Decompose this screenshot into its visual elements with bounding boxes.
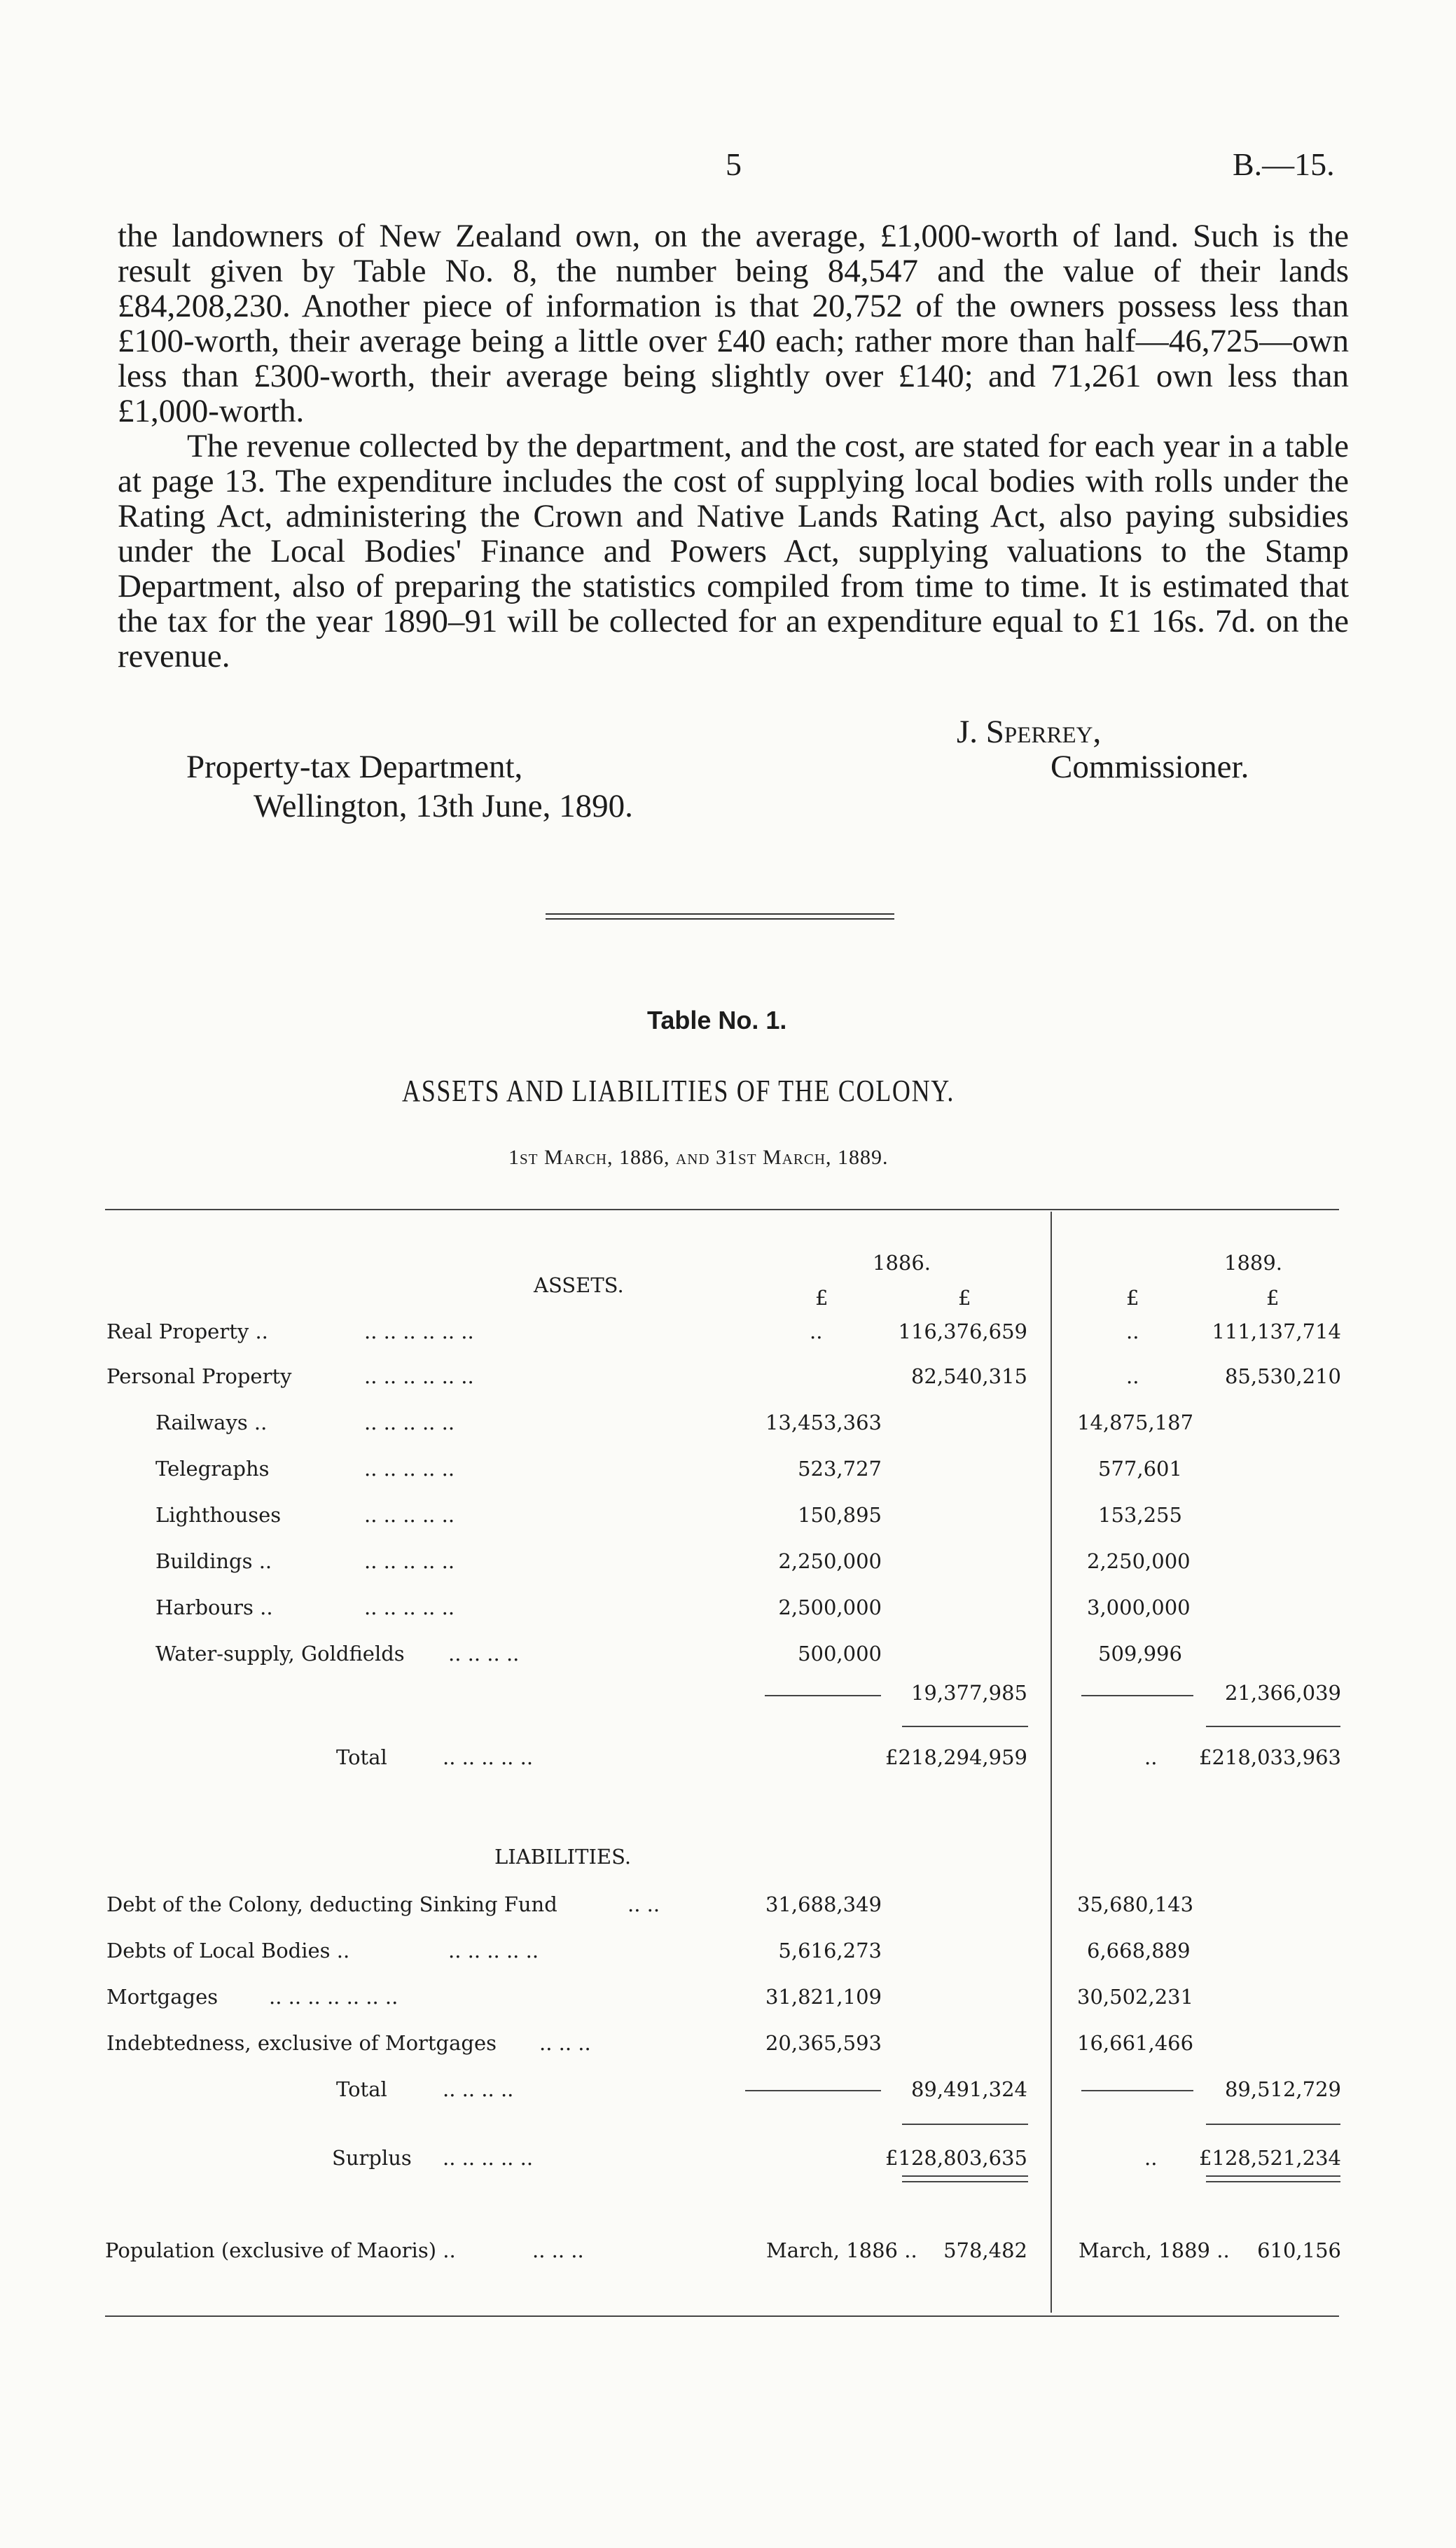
sum-rule [1081,1695,1193,1696]
row-leader: .. .. .. .. .. [364,1411,455,1434]
row-label: Population (exclusive of Maoris) .. [105,2238,456,2262]
row-label: Telegraphs [155,1457,270,1481]
value-1889: 16,661,466 [1077,2031,1194,2055]
row-label: Surplus [332,2146,412,2170]
value-1886: 500,000 [798,1642,882,1666]
sum-rule [1081,2090,1193,2091]
value-1886: 5,616,273 [778,1939,882,1962]
document-reference: B.—15. [1233,146,1335,182]
row-leader: .. .. .. .. .. [448,1939,539,1962]
sum-rule [1206,1726,1340,1727]
dot-leader: .. [1126,1364,1139,1388]
sum-rule [765,1695,881,1696]
row-leader: .. .. .. .. .. .. [364,1364,474,1388]
row-label: Lighthouses [155,1503,282,1527]
value-1886: 2,250,000 [778,1549,882,1573]
assets-heading: ASSETS. [534,1273,624,1297]
signatory-title: Commissioner. [1051,749,1249,785]
value-1889: 577,601 [1098,1457,1182,1481]
population-1889: 610,156 [1257,2238,1341,2262]
sum-rule [902,2124,1028,2125]
value-1889: 85,530,210 [1224,1364,1341,1388]
row-label: Total [336,1745,387,1769]
value-1889: 153,255 [1098,1503,1182,1527]
table-dates: 1st March, 1886, and 31st March, 1889. [508,1146,889,1169]
place-date: Wellington, 13th June, 1890. [254,788,633,824]
pound-sign: £ [815,1286,828,1310]
sum-rule [902,1726,1028,1727]
pound-sign: £ [1266,1286,1280,1310]
value-1889: 89,512,729 [1224,2077,1341,2101]
value-1889: 35,680,143 [1077,1892,1194,1916]
population-1886: 578,482 [943,2238,1027,2262]
double-rule [1206,2175,1340,2177]
row-leader: .. .. [628,1892,660,1916]
row-leader: .. .. .. .. .. [443,2146,534,2170]
value-1889: 2,250,000 [1087,1549,1191,1573]
value-1889: £128,521,234 [1199,2146,1341,2170]
row-label: Buildings .. [155,1549,272,1573]
dot-leader: .. [1144,2146,1158,2170]
value-1886: 116,376,659 [898,1320,1027,1343]
value-1886: £128,803,635 [885,2146,1027,2170]
dot-leader: .. [1126,1320,1139,1343]
body-text [118,219,1349,674]
value-1889: 3,000,000 [1087,1595,1191,1619]
value-1886: 2,500,000 [778,1595,882,1619]
value-1886: 20,365,593 [765,2031,882,2055]
row-leader: .. .. .. .. .. [364,1503,455,1527]
dot-leader: .. [810,1320,823,1343]
table-title: Table No. 1. [647,1006,787,1034]
value-1889: 21,366,039 [1224,1681,1341,1705]
department-name: Property-tax Department, [186,749,523,785]
value-1886: £218,294,959 [885,1745,1027,1769]
row-leader: .. .. .. [539,2031,591,2055]
value-1889: 111,137,714 [1212,1320,1341,1343]
paragraph: The revenue collected by the department, and the cost, are stated for each year in a table at page 13. The expenditure includes the cost of supplying local bodies with rolls under the Rating Act, administering the Crown and Native Lands Rating Act, also paying subsidies under the Local Bodies' Finance and Powers Act, supplying valuations to the Stamp Department, also of preparing the statistics compiled from time to time. It is estimated that the tax for the year 1890–91 will be collected for an expenditure equal to £1 16s. 7d. on the revenue. [118,428,1349,674]
row-label: Indebtedness, exclusive of Mortgages [106,2031,497,2055]
pound-sign: £ [958,1286,971,1310]
page-number: 5 [726,146,742,182]
section-divider [546,913,894,920]
row-label: Debts of Local Bodies .. [106,1939,350,1962]
population-date-1886: March, 1886 .. [766,2238,917,2262]
table-bottom-rule [105,2315,1339,2317]
row-leader: .. .. .. .. .. .. [364,1320,474,1343]
dot-leader: .. [1144,1745,1158,1769]
value-1886: 523,727 [798,1457,882,1481]
double-rule [902,2181,1028,2182]
sum-rule [1206,2124,1340,2125]
table-heading: ASSETS AND LIABILITIES OF THE COLONY. [402,1074,955,1108]
double-rule [1206,2181,1340,2182]
row-leader: .. .. .. .. .. .. .. [269,1985,398,2009]
value-1886: 19,377,985 [910,1681,1027,1705]
row-leader: .. .. .. [532,2238,584,2262]
value-1889: 6,668,889 [1087,1939,1191,1962]
sum-rule [745,2090,881,2091]
value-1889: 14,875,187 [1077,1411,1194,1434]
row-leader: .. .. .. .. .. [364,1457,455,1481]
signatory-name: J. Sperrey, [957,714,1102,750]
value-1889: 509,996 [1098,1642,1182,1666]
row-leader: .. .. .. .. .. [443,1745,534,1769]
row-label: Water-supply, Goldfields [155,1642,405,1666]
row-leader: .. .. .. .. [448,1642,520,1666]
row-label: Railways .. [155,1411,268,1434]
value-1886: 13,453,363 [765,1411,882,1434]
row-leader: .. .. .. .. .. [364,1549,455,1573]
row-label: Mortgages [106,1985,219,2009]
value-1886: 31,688,349 [765,1892,882,1916]
column-header-1886: 1886. [873,1251,931,1275]
paragraph: the landowners of New Zealand own, on the average, £1,000-worth of land. Such is the result given by Table No. 8, the number being 84,547 and the value of their lands £84,208,230. Another piece of information is that 20,752 of the owners possess less than £100-worth, their average being a little over £40 each; rather more than half—46,725—own less than £300-worth, their average being slightly over £140; and 71,261 own less than £1,000-worth. [118,218,1349,429]
row-leader: .. .. .. .. .. [364,1595,455,1619]
value-1886: 150,895 [798,1503,882,1527]
row-leader: .. .. .. .. [443,2077,514,2101]
value-1889: 30,502,231 [1077,1985,1194,2009]
liabilities-heading: LIABILITIES. [494,1845,632,1869]
row-label: Debt of the Colony, deducting Sinking Fund [106,1892,557,1916]
column-header-1889: 1889. [1224,1251,1283,1275]
double-rule [902,2175,1028,2177]
value-1886: 89,491,324 [910,2077,1027,2101]
population-date-1889: March, 1889 .. [1079,2238,1230,2262]
value-1886: 31,821,109 [765,1985,882,2009]
row-label: Real Property .. [106,1320,268,1343]
row-label: Personal Property [106,1364,292,1388]
row-label: Total [336,2077,387,2101]
row-label: Harbours .. [155,1595,273,1619]
value-1889: £218,033,963 [1199,1745,1341,1769]
value-1886: 82,540,315 [910,1364,1027,1388]
pound-sign: £ [1126,1286,1139,1310]
table-top-rule [105,1209,1339,1210]
table-column-divider [1051,1212,1052,2313]
